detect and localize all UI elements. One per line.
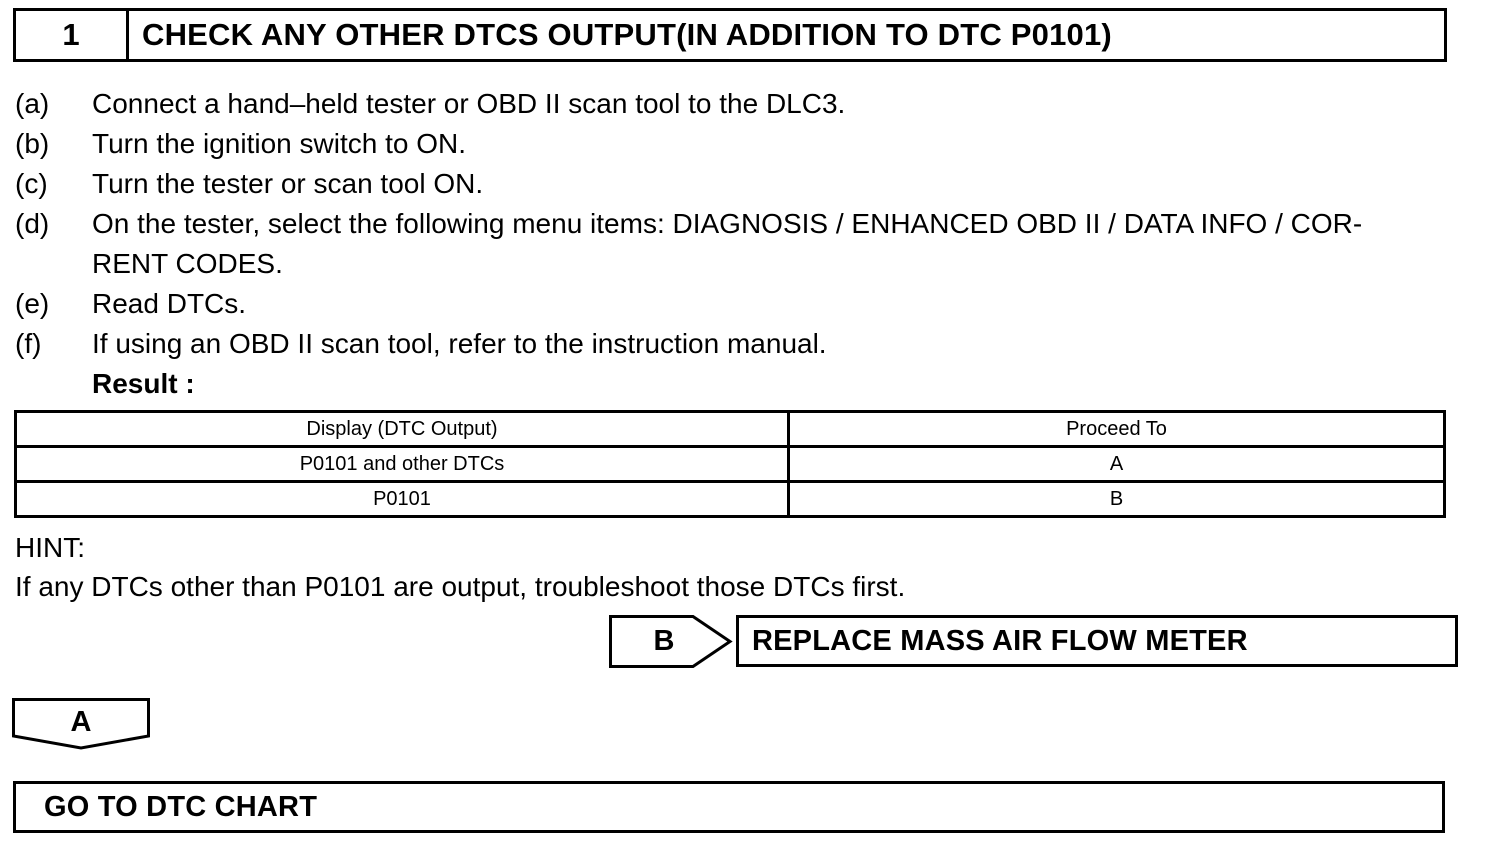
instruction-item-d xyxy=(15,204,1455,284)
step-number: 1 xyxy=(16,11,129,59)
instruction-item-f xyxy=(15,324,1455,364)
instruction-item-b xyxy=(15,124,1455,164)
result-label: Result : xyxy=(92,368,195,399)
table-cell-proceed: B xyxy=(789,482,1445,517)
instruction-item-a xyxy=(15,84,1455,124)
table-row xyxy=(16,482,1445,517)
instruction-letter: (f) xyxy=(15,328,42,359)
instruction-letter: (e) xyxy=(15,288,50,319)
branch-a-letter: A xyxy=(70,705,92,738)
instruction-text: Connect a hand–held tester or OBD II scan tool to the DLC3. xyxy=(92,88,846,119)
hint-label: HINT: xyxy=(15,532,85,563)
branch-b-arrow-tag xyxy=(609,615,734,668)
instruction-text: Read DTCs. xyxy=(92,288,247,319)
instruction-item-c xyxy=(15,164,1455,204)
instruction-d-line-1: On the tester, select the following menu items: DIAGNOSIS / ENHANCED OBD II / DATA INFO / COR- xyxy=(92,208,1363,239)
table-cell-display: P0101 xyxy=(16,482,789,517)
step-title: CHECK ANY OTHER DTCS OUTPUT(IN ADDITION TO DTC P0101) xyxy=(142,17,1112,52)
branch-a-arrow-tag xyxy=(12,698,150,750)
branch-b-action: REPLACE MASS AIR FLOW METER xyxy=(736,615,1458,667)
table-header-display: Display (DTC Output) xyxy=(16,412,789,447)
instruction-text: If using an OBD II scan tool, refer to the instruction manual. xyxy=(92,328,827,359)
instruction-letter: (d) xyxy=(15,208,50,239)
step-header xyxy=(13,8,1447,62)
instruction-list xyxy=(15,84,1455,364)
goto-dtc-chart-box: GO TO DTC CHART xyxy=(13,781,1445,833)
table-cell-display: P0101 and other DTCs xyxy=(16,447,789,482)
instruction-letter: (b) xyxy=(15,128,50,159)
instruction-text: Turn the ignition switch to ON. xyxy=(92,128,467,159)
branch-b-letter: B xyxy=(653,625,675,657)
instruction-text: Turn the tester or scan tool ON. xyxy=(92,168,484,199)
table-header-proceed: Proceed To xyxy=(789,412,1445,447)
hint-text: If any DTCs other than P0101 are output, troubleshoot those DTCs first. xyxy=(15,571,906,602)
table-cell-proceed: A xyxy=(789,447,1445,482)
instruction-d-line-2: RENT CODES. xyxy=(92,248,283,279)
instruction-item-e xyxy=(15,284,1455,324)
instruction-letter: (a) xyxy=(15,88,50,119)
table-row xyxy=(16,447,1445,482)
instruction-letter: (c) xyxy=(15,168,48,199)
table-header-row xyxy=(16,412,1445,447)
instruction-text xyxy=(92,204,1455,284)
result-table xyxy=(14,410,1446,518)
